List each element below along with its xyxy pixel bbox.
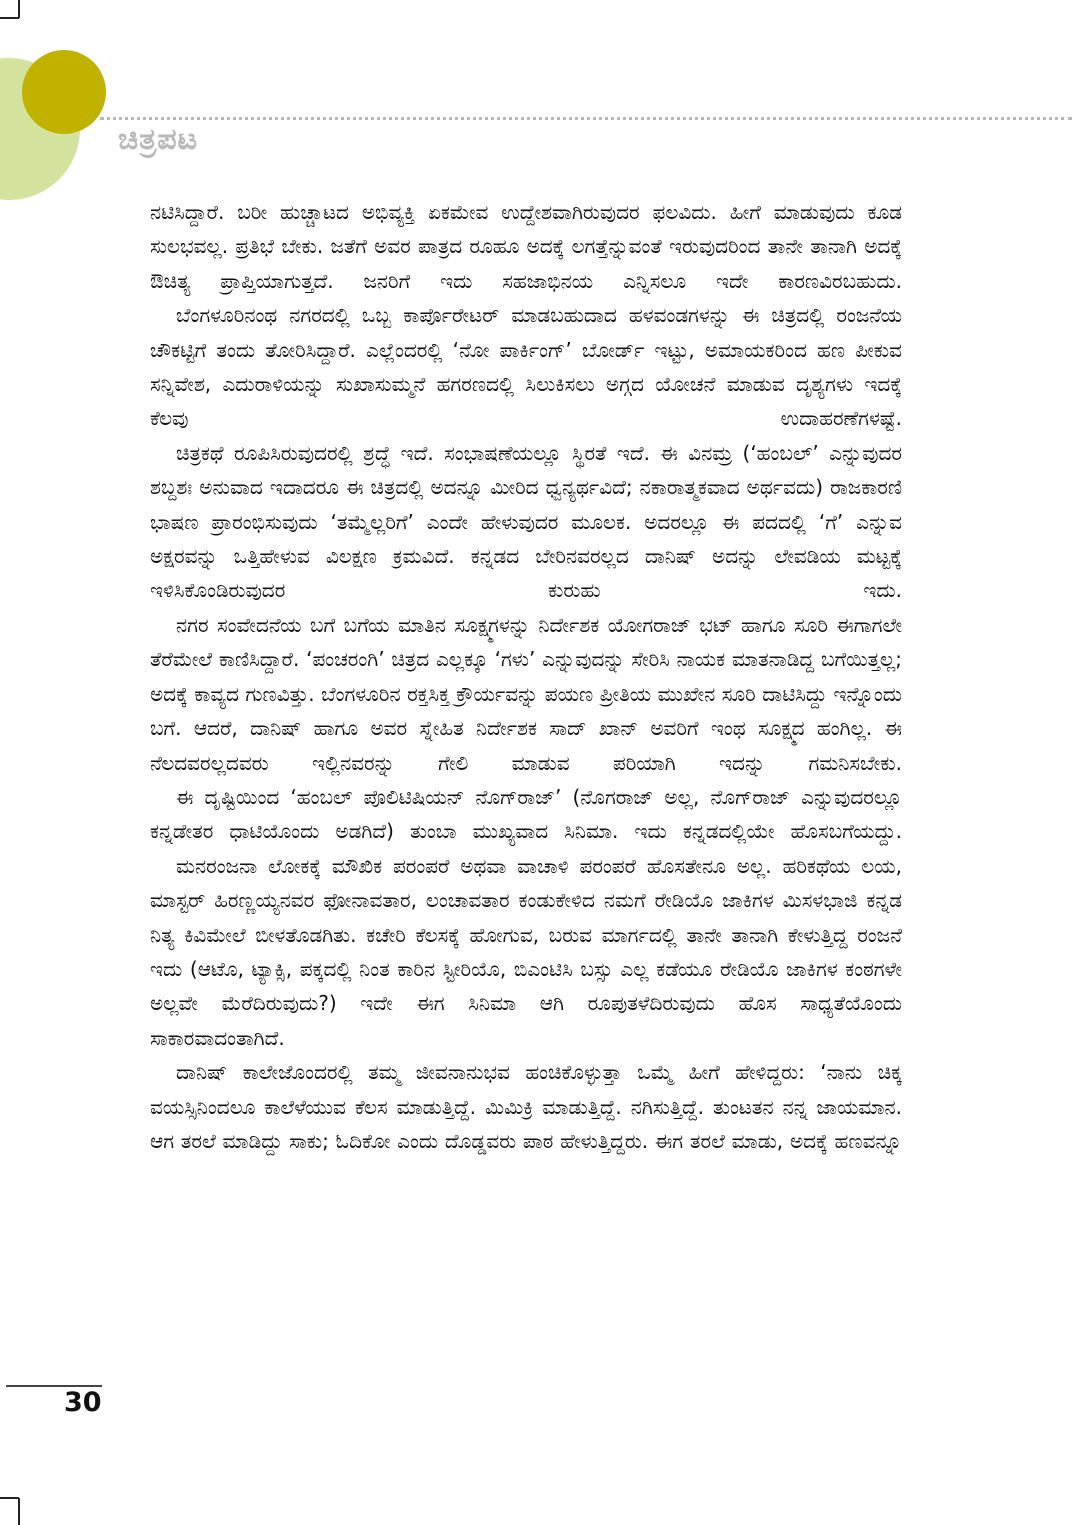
paragraph: ನಟಿಸಿದ್ದಾರೆ. ಬರೀ ಹುಚ್ಚಾಟದ ಅಭಿವ್ಯಕ್ತಿ ಏಕಮೇವ ಉದ್ದೇಶವಾಗಿರುವುದರ ಫಲವಿದು. ಹೀಗೆ ಮಾಡುವುದು ಕೂಡ ಸುಲಭವಲ್ಲ. ಪ್ರತಿಭೆ ಬೇಕು. ಜತೆಗೆ ಅವರ ಪಾತ್ರದ ರೂಹೂ ಅದಕ್ಕೆ ಲಗತ್ತೆನ್ನುವಂತೆ ಇರುವುದರಿಂದ ತಾನೇ ತಾನಾಗಿ ಅದಕ್ಕೆ ಔಚಿತ್ಯ ಪ್ರಾಪ್ತಿಯಾಗುತ್ತದೆ. ಜನರಿಗೆ ಇದು ಸಹಜಾಭಿನಯ ಎನ್ನಿಸಲೂ ಇದೇ ಕಾರಣವಿರಬಹುದು. [150,200,902,293]
paragraph: ಬೆಂಗಳೂರಿನಂಥ ನಗರದಲ್ಲಿ ಒಬ್ಬ ಕಾರ್ಪೊರೇಟರ್ ಮಾಡಬಹುದಾದ ಹಳವಂಡಗಳನ್ನು ಈ ಚಿತ್ರದಲ್ಲಿ ರಂಜನೆಯ ಚೌಕಟ್ಟಿಗೆ ತಂದು ತೋರಿಸಿದ್ದಾರೆ. ಎಲ್ಲೆಂದರಲ್ಲಿ ‘ನೋ ಪಾರ್ಕಿಂಗ್’ ಬೋರ್ಡ್ ಇಟ್ಟು, ಅಮಾಯಕರಿಂದ ಹಣ ಪೀಕುವ ಸನ್ನಿವೇಶ, ಎದುರಾಳಿಯನ್ನು ಸುಖಾಸುಮ್ಮನೆ ಹಗರಣದಲ್ಲಿ ಸಿಲುಕಿಸಲು ಅಗ್ಗದ ಯೋಚನೆ ಮಾಡುವ ದೃಶ್ಯಗಳು ಇದಕ್ಕೆ ಕೆಲವು ಉದಾಹರಣೆಗಳಷ್ಟೆ. [150,303,902,431]
paragraph: ಈ ದೃಷ್ಟಿಯಿಂದ ‘ಹಂಬಲ್ ಪೊಲಿಟಿಷಿಯನ್ ನೊಗ್‌ರಾಜ್’ (ನೊಗರಾಜ್ ಅಲ್ಲ, ನೊಗ್‌ರಾಜ್ ಎನ್ನುವುದರಲ್ಲೂ ಕನ್ನಡೇತರ ಧಾಟಿಯೊಂದು ಅಡಗಿದೆ) ತುಂಬಾ ಮುಖ್ಯವಾದ ಸಿನಿಮಾ. ಇದು ಕನ್ನಡದಲ್ಲಿಯೇ ಹೊಸಬಗೆಯದ್ದು. [150,784,902,844]
paragraph: ಮನರಂಜನಾ ಲೋಕಕ್ಕೆ ಮೌಖಿಕ ಪರಂಪರೆ ಅಥವಾ ವಾಚಾಳಿ ಪರಂಪರೆ ಹೊಸತೇನೂ ಅಲ್ಲ. ಹರಿಕಥೆಯ ಲಯ, ಮಾಸ್ಟರ್ ಹಿರಣ್ಣಯ್ಯನವರ ಫೋನಾವತಾರ, ಲಂಚಾವತಾರ ಕಂಡುಕೇಳಿದ ನಮಗೆ ರೇಡಿಯೊ ಜಾಕಿಗಳ ಮಿಸಳಭಾಜಿ ಕನ್ನಡ ನಿತ್ಯ ಕಿವಿಮೇಲೆ ಬೀಳತೊಡಗಿತು. ಕಚೇರಿ ಕೆಲಸಕ್ಕೆ ಹೋಗುವ, ಬರುವ ಮಾರ್ಗದಲ್ಲಿ ತಾನೇ ತಾನಾಗಿ ಕೇಳುತ್ತಿದ್ದ ರಂಜನೆ ಇದು (ಆಟೊ, ಟ್ಯಾಕ್ಸಿ, ಪಕ್ಕದಲ್ಲಿ ನಿಂತ ಕಾರಿನ ಸ್ಟೀರಿಯೊ, ಬಿಎಂಟಿಸಿ ಬಸ್ಸು ಎಲ್ಲ ಕಡೆಯೂ ರೇಡಿಯೊ ಜಾಕಿಗಳ ಕಂಠಗಳೇ ಅಲ್ಲವೇ ಮೆರೆದಿರುವುದು?) ಇದೇ ಈಗ ಸಿನಿಮಾ ಆಗಿ ರೂಪುತಳೆದಿರುವುದು ಹೊಸ ಸಾಧ್ಯತೆಯೊಂದು ಸಾಕಾರವಾದಂತಾಗಿದೆ. [150,853,902,1050]
article-body [150,195,902,1158]
crop-mark-top-left-horizontal [0,17,19,19]
paragraph: ಚಿತ್ರಕಥೆ ರೂಪಿಸಿರುವುದರಲ್ಲಿ ಶ್ರದ್ಧೆ ಇದೆ. ಸಂಭಾಷಣೆಯಲ್ಲೂ ಸ್ಥಿರತೆ ಇದೆ. ಈ ವಿನಮ್ರ (‘ಹಂಬಲ್’ ಎನ್ನುವುದರ ಶಬ್ದಶಃ ಅನುವಾದ ಇದಾದರೂ ಈ ಚಿತ್ರದಲ್ಲಿ ಅದನ್ನೂ ಮೀರಿದ ಧ್ವನ್ಯರ್ಥವಿದೆ; ನಕಾರಾತ್ಮಕವಾದ ಅರ್ಥವದು) ರಾಜಕಾರಣಿ ಭಾಷಣ ಪ್ರಾರಂಭಿಸುವುದು ‘ತಮ್ಮೆಲ್ಲರಿಗೆ’ ಎಂದೇ ಹೇಳುವುದರ ಮೂಲಕ. ಅದರಲ್ಲೂ ಈ ಪದದಲ್ಲಿ ‘ಗೆ’ ಎನ್ನುವ ಅಕ್ಷರವನ್ನು ಒತ್ತಿಹೇಳುವ ವಿಲಕ್ಷಣ ಕ್ರಮವಿದೆ. ಕನ್ನಡದ ಬೇರಿನವರಲ್ಲದ ದಾನಿಷ್ ಅದನ್ನು ಲೇವಡಿಯ ಮಟ್ಟಕ್ಕೆ ಇಳಿಸಿಕೊಂಡಿರುವುದರ ಕುರುಹು ಇದು. [150,440,902,603]
section-title: ಚಿತ್ರಪಟ [118,122,199,157]
paragraph: ದಾನಿಷ್ ಕಾಲೇಜೊಂದರಲ್ಲಿ ತಮ್ಮ ಜೀವನಾನುಭವ ಹಂಚಿಕೊಳ್ಳುತ್ತಾ ಒಮ್ಮೆ ಹೀಗೆ ಹೇಳಿದ್ದರು: ‘ನಾನು ಚಿಕ್ಕ ವಯಸ್ಸಿನಿಂದಲೂ ಕಾಲೆಳೆಯುವ ಕೆಲಸ ಮಾಡುತ್ತಿದ್ದೆ. ಮಿಮಿಕ್ರಿ ಮಾಡುತ್ತಿದ್ದೆ. ನಗಿಸುತ್ತಿದ್ದೆ. ತುಂಟತನ ನನ್ನ ಜಾಯಮಾನ. ಆಗ ತರಲೆ ಮಾಡಿದ್ದು ಸಾಕು; ಓದಿಕೋ ಎಂದು ದೊಡ್ಡವರು ಪಾಠ ಹೇಳುತ್ತಿದ್ದರು. ಈಗ ತರಲೆ ಮಾಡು, ಅದಕ್ಕೆ ಹಣವನ್ನೂ [150,1060,902,1153]
page-number: 30 [64,1387,102,1418]
crop-mark-bottom-left-horizontal [0,1497,19,1499]
dotted-header-rule [100,117,1072,120]
decorative-olive-circle [22,50,106,134]
paragraph: ನಗರ ಸಂವೇದನೆಯ ಬಗೆ ಬಗೆಯ ಮಾತಿನ ಸೂಕ್ಷ್ಮಗಳನ್ನು ನಿರ್ದೇಶಕ ಯೋಗರಾಜ್ ಭಟ್ ಹಾಗೂ ಸೂರಿ ಈಗಾಗಲೇ ತೆರೆಮೇಲೆ ಕಾಣಿಸಿದ್ದಾರೆ. ‘ಪಂಚರಂಗಿ’ ಚಿತ್ರದ ಎಲ್ಲಕ್ಕೂ ‘ಗಳು’ ಎನ್ನುವುದನ್ನು ಸೇರಿಸಿ ನಾಯಕ ಮಾತನಾಡಿದ್ದ ಬಗೆಯಿತ್ತಲ್ಲ; ಅದಕ್ಕೆ ಕಾವ್ಯದ ಗುಣವಿತ್ತು. ಬೆಂಗಳೂರಿನ ರಕ್ತಸಿಕ್ತ ಕ್ರೌರ್ಯವನ್ನು ಪಯಣ ಪ್ರೀತಿಯ ಮುಖೇನ ಸೂರಿ ದಾಟಿಸಿದ್ದು ಇನ್ನೊಂದು ಬಗೆ. ಆದರೆ, ದಾನಿಷ್ ಹಾಗೂ ಅವರ ಸ್ನೇಹಿತ ನಿರ್ದೇಶಕ ಸಾದ್ ಖಾನ್ ಅವರಿಗೆ ಇಂಥ ಸೂಕ್ಷ್ಮದ ಹಂಗಿಲ್ಲ. ಈ ನೆಲದವರಲ್ಲದವರು ಇಲ್ಲಿನವರನ್ನು ಗೇಲಿ ಮಾಡುವ ಪರಿಯಾಗಿ ಇದನ್ನು ಗಮನಿಸಬೇಕು. [150,612,902,775]
crop-mark-top-left-vertical [18,0,20,18]
crop-mark-bottom-left-vertical [18,1498,20,1525]
